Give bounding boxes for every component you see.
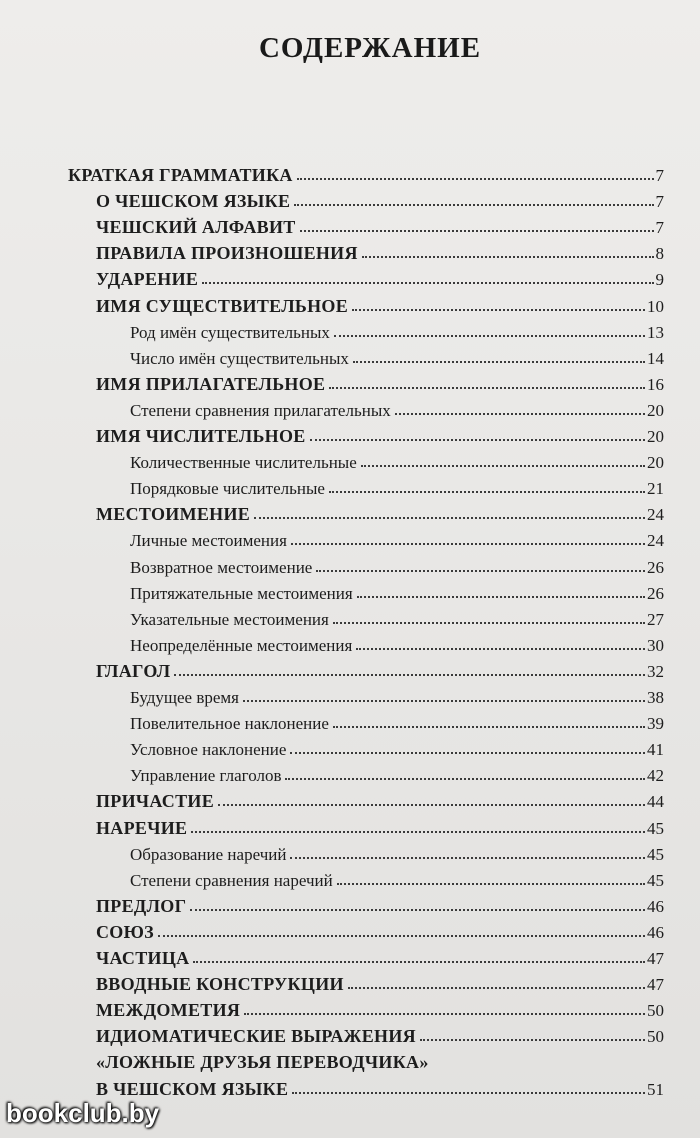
toc-entry-page-number: 38 xyxy=(647,688,664,707)
toc-entry-title: ПРИЧАСТИЕ xyxy=(96,791,215,812)
dot-leader xyxy=(290,752,645,754)
dot-leader xyxy=(297,178,654,180)
toc-entry xyxy=(68,160,664,186)
toc-entry-title: Степени сравнения наречий xyxy=(130,870,333,890)
toc-entry xyxy=(96,421,664,447)
toc-entry-title: ЧЕШСКИЙ АЛФАВИТ xyxy=(96,217,296,238)
toc-entry-title: Повелительное наклонение xyxy=(130,714,329,734)
toc-entry-title: Число имён существительных xyxy=(130,348,349,368)
dot-leader xyxy=(329,491,645,493)
toc-entry-title: КРАТКАЯ ГРАММАТИКА xyxy=(68,165,293,185)
toc-entry-title: УДАРЕНИЕ xyxy=(96,269,199,290)
toc-entry-page-number: 9 xyxy=(655,270,664,290)
dot-leader xyxy=(254,517,645,519)
toc-entry-page-number: 50 xyxy=(647,1027,664,1047)
toc-entry-title: Условное наклонение xyxy=(130,740,287,760)
dot-leader xyxy=(292,1092,645,1094)
dot-leader xyxy=(353,361,645,363)
dot-leader xyxy=(244,1013,645,1015)
toc-entry xyxy=(130,708,664,734)
toc-entry xyxy=(96,369,664,395)
toc-entry-page-number: 21 xyxy=(647,479,664,499)
toc-entry-page-number: 47 xyxy=(647,949,664,968)
toc-entry xyxy=(96,238,664,264)
dot-leader xyxy=(352,309,645,311)
toc-entry xyxy=(96,264,664,290)
dot-leader xyxy=(290,857,645,859)
toc-entry-title: Указательные местоимения xyxy=(130,609,329,629)
toc-entry-page-number: 44 xyxy=(647,792,664,812)
dot-leader xyxy=(218,804,645,806)
dot-leader xyxy=(333,622,645,624)
toc-entry-title: Степени сравнения прилагательных xyxy=(130,400,391,420)
toc-entry-page-number: 39 xyxy=(647,714,664,734)
toc-entry-page-number: 51 xyxy=(647,1079,664,1099)
toc-entry-page-number: 26 xyxy=(647,557,664,577)
toc-entry-title: Будущее время xyxy=(130,688,239,707)
toc-entry-title: МЕСТОИМЕНИЕ xyxy=(96,504,251,525)
toc-entry-page-number: 20 xyxy=(647,427,664,446)
site-watermark: bookclub.by xyxy=(6,1098,160,1128)
toc-entry-title: МЕЖДОМЕТИЯ xyxy=(96,1000,241,1021)
dot-leader xyxy=(190,909,645,911)
toc-entry xyxy=(96,186,664,212)
toc-entry-title: ПРЕДЛОГ xyxy=(96,895,187,916)
toc-entry-page-number: 8 xyxy=(655,244,664,264)
dot-leader xyxy=(294,204,653,206)
toc-entry xyxy=(130,682,664,708)
dot-leader xyxy=(357,596,645,598)
toc-entry-title: ПРАВИЛА ПРОИЗНОШЕНИЯ xyxy=(96,243,358,264)
toc-entry xyxy=(130,865,664,891)
toc-entry-page-number: 47 xyxy=(647,975,664,995)
toc-entry-page-number: 45 xyxy=(647,818,664,838)
toc-entry-title: Возвратное местоимение xyxy=(130,557,313,577)
dot-leader xyxy=(420,1039,645,1041)
toc-entry-title: Притяжательные местоимения xyxy=(130,583,353,603)
toc-entry-page-number: 30 xyxy=(647,635,664,655)
dot-leader xyxy=(329,387,645,389)
toc-entry xyxy=(96,995,664,1021)
toc-entry xyxy=(96,212,664,238)
toc-entry-title: ИДИОМАТИЧЕСКИЕ ВЫРАЖЕНИЯ xyxy=(96,1026,416,1047)
toc-entry xyxy=(96,291,664,317)
dot-leader xyxy=(285,778,645,780)
dot-leader xyxy=(202,282,653,284)
toc-entry-page-number: 50 xyxy=(647,1001,664,1021)
toc-entry-title: «ЛОЖНЫЕ ДРУЗЬЯ ПЕРЕВОДЧИКА» xyxy=(96,1052,429,1073)
toc-entry-title: В ЧЕШСКОМ ЯЗЫКЕ xyxy=(96,1078,289,1099)
dot-leader xyxy=(348,987,645,989)
toc-entry xyxy=(96,917,664,943)
dot-leader xyxy=(337,883,645,885)
toc-entry-title: ИМЯ СУЩЕСТВИТЕЛЬНОЕ xyxy=(96,295,349,316)
toc-entry-title: Неопределённые местоимения xyxy=(130,635,353,655)
toc-entry-page-number: 20 xyxy=(647,400,664,420)
dot-leader xyxy=(333,726,645,728)
toc-entry-title: Управление глаголов xyxy=(130,766,282,786)
toc-entry-title: Личные местоимения xyxy=(130,531,287,551)
dot-leader xyxy=(193,961,645,963)
toc-entry xyxy=(130,317,664,343)
toc-entry xyxy=(96,499,664,525)
toc-entry-page-number: 41 xyxy=(647,740,664,760)
dot-leader xyxy=(174,674,645,676)
toc-entry-page-number: 20 xyxy=(647,453,664,473)
toc-entry-title: Образование наречий xyxy=(130,844,287,864)
toc-entry-title: ЧАСТИЦА xyxy=(96,948,190,968)
toc-entry xyxy=(130,630,664,656)
dot-leader xyxy=(362,256,654,258)
dot-leader xyxy=(334,335,645,337)
toc-entry xyxy=(130,395,664,421)
toc-entry-page-number: 42 xyxy=(647,766,664,786)
toc-entry-title: СОЮЗ xyxy=(96,921,154,942)
toc-entry xyxy=(96,969,664,995)
toc-entry-page-number: 14 xyxy=(647,348,664,368)
toc-entry-title: Род имён существительных xyxy=(130,322,330,342)
toc-entry xyxy=(96,1047,664,1073)
toc-entry xyxy=(96,943,664,969)
toc-entry-page-number: 7 xyxy=(655,192,664,212)
toc-entry-page-number: 26 xyxy=(647,583,664,603)
toc-entry-page-number: 27 xyxy=(647,609,664,629)
toc-entry xyxy=(130,473,664,499)
toc-entry xyxy=(130,839,664,865)
dot-leader xyxy=(395,413,645,415)
toc-entry xyxy=(96,1021,664,1047)
toc-entry-page-number: 45 xyxy=(647,844,664,864)
toc-entry-page-number: 45 xyxy=(647,870,664,890)
toc-entry-title: ИМЯ ЧИСЛИТЕЛЬНОЕ xyxy=(96,426,306,446)
toc-entry-page-number: 10 xyxy=(647,296,664,316)
toc-entry xyxy=(130,578,664,604)
toc-entry-page-number: 24 xyxy=(647,505,664,525)
toc-entry-title: Порядковые числительные xyxy=(130,479,325,499)
toc-entry xyxy=(130,343,664,369)
toc-entry-page-number: 24 xyxy=(647,531,664,551)
toc-entry-title: Количественные числительные xyxy=(130,453,357,473)
toc-entry xyxy=(130,552,664,578)
toc-entry-title: ИМЯ ПРИЛАГАТЕЛЬНОЕ xyxy=(96,373,326,394)
toc-entry xyxy=(96,891,664,917)
toc-entry-title: ГЛАГОЛ xyxy=(96,660,171,681)
dot-leader xyxy=(310,439,645,441)
toc-entry xyxy=(130,447,664,473)
page-title: СОДЕРЖАНИЕ xyxy=(258,32,482,64)
toc-entry xyxy=(96,1074,664,1100)
toc-entry xyxy=(96,786,664,812)
dot-leader xyxy=(191,831,645,833)
toc-entry-page-number: 7 xyxy=(655,218,664,238)
toc-entry-title: НАРЕЧИЕ xyxy=(96,817,188,838)
toc-entry-title: ВВОДНЫЕ КОНСТРУКЦИИ xyxy=(96,974,344,995)
toc-entry xyxy=(130,525,664,551)
dot-leader xyxy=(291,543,645,545)
toc-entry xyxy=(130,760,664,786)
toc-entry-page-number: 32 xyxy=(647,661,664,681)
dot-leader xyxy=(356,648,645,650)
toc-entry xyxy=(130,604,664,630)
dot-leader xyxy=(316,570,645,572)
dot-leader xyxy=(158,935,645,937)
toc-entry-page-number: 13 xyxy=(647,322,664,342)
toc-entry xyxy=(96,813,664,839)
dot-leader xyxy=(361,465,645,467)
toc-entry-page-number: 46 xyxy=(647,922,664,942)
dot-leader xyxy=(300,230,654,232)
toc-entry-page-number: 46 xyxy=(647,896,664,916)
toc-entry xyxy=(130,734,664,760)
toc-entry-page-number: 16 xyxy=(647,374,664,394)
toc-entry xyxy=(96,656,664,682)
dot-leader xyxy=(243,700,645,702)
toc-entry-page-number: 7 xyxy=(655,166,664,185)
toc-entry-title: О ЧЕШСКОМ ЯЗЫКЕ xyxy=(96,191,291,212)
